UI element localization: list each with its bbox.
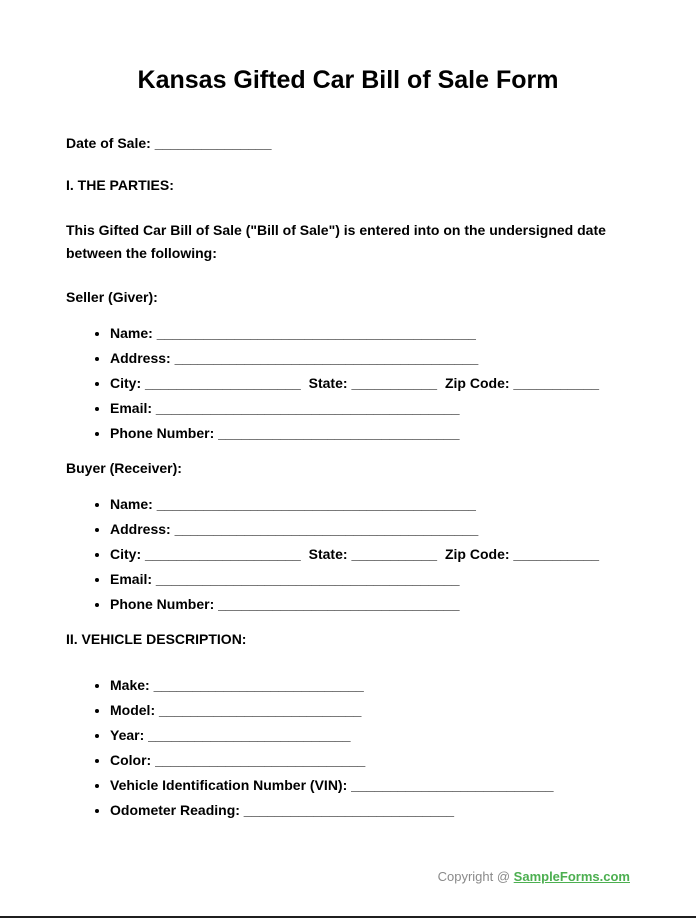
seller-address-row — [110, 346, 630, 371]
section-parties-heading: I. THE PARTIES: — [66, 177, 174, 193]
buyer-state-blank: ___________ — [351, 546, 438, 562]
page-title: Kansas Gifted Car Bill of Sale Form — [137, 66, 559, 94]
seller-city-blank: ____________________ — [145, 375, 301, 391]
vehicle-odometer-label: Odometer Reading: — [110, 802, 240, 818]
seller-fields-list — [66, 321, 630, 446]
seller-name-label: Name: — [110, 325, 153, 341]
date-of-sale-row — [66, 135, 630, 151]
vehicle-year-blank: __________________________ — [148, 727, 351, 743]
vehicle-model-row — [110, 698, 630, 723]
date-of-sale-blank: _______________ — [154, 135, 272, 151]
vehicle-make-blank: ___________________________ — [153, 677, 364, 693]
seller-city-state-zip-row — [110, 371, 630, 396]
buyer-zip-blank: ___________ — [513, 546, 600, 562]
vehicle-year-label: Year: — [110, 727, 145, 743]
sampleforms-link[interactable]: SampleForms.com — [513, 869, 630, 884]
seller-email-label: Email: — [110, 400, 153, 416]
vehicle-make-row — [110, 673, 630, 698]
seller-phone-label: Phone Number: — [110, 425, 215, 441]
seller-email-blank: _______________________________________ — [155, 400, 460, 416]
seller-address-blank: _______________________________________ — [174, 350, 479, 366]
buyer-name-row — [110, 492, 630, 517]
vehicle-odometer-blank: ___________________________ — [243, 802, 455, 818]
vehicle-color-blank: ___________________________ — [155, 752, 366, 768]
buyer-address-blank: _______________________________________ — [174, 521, 479, 537]
seller-city-label: City: — [110, 375, 142, 391]
seller-email-row — [110, 396, 630, 421]
seller-state-label: State: — [308, 375, 348, 391]
vehicle-fields-list — [66, 673, 630, 823]
seller-name-row — [110, 321, 630, 346]
parties-intro-paragraph: This Gifted Car Bill of Sale ("Bill of Sale") is entered into on the undersigned date between the following: — [66, 222, 606, 261]
copyright-text: Copyright @ — [437, 869, 511, 884]
seller-name-blank: _________________________________________ — [156, 325, 476, 341]
buyer-city-label: City: — [110, 546, 142, 562]
seller-state-blank: ___________ — [351, 375, 438, 391]
buyer-name-label: Name: — [110, 496, 153, 512]
date-of-sale-label: Date of Sale: — [66, 135, 151, 151]
footer — [438, 869, 630, 884]
buyer-email-row — [110, 567, 630, 592]
seller-heading: Seller (Giver): — [66, 289, 158, 305]
seller-zip-label: Zip Code: — [444, 375, 510, 391]
buyer-phone-label: Phone Number: — [110, 596, 215, 612]
buyer-heading: Buyer (Receiver): — [66, 460, 182, 476]
buyer-email-label: Email: — [110, 571, 153, 587]
buyer-phone-blank: _______________________________ — [218, 596, 460, 612]
buyer-city-blank: ____________________ — [145, 546, 301, 562]
buyer-email-blank: _______________________________________ — [155, 571, 460, 587]
vehicle-vin-row — [110, 773, 630, 798]
seller-phone-blank: _______________________________ — [218, 425, 460, 441]
vehicle-model-blank: __________________________ — [159, 702, 362, 718]
vehicle-vin-blank: __________________________ — [351, 777, 554, 793]
section-vehicle-heading: II. VEHICLE DESCRIPTION: — [66, 631, 247, 647]
buyer-fields-list — [66, 492, 630, 617]
buyer-address-label: Address: — [110, 521, 171, 537]
vehicle-color-row — [110, 748, 630, 773]
buyer-name-blank: _________________________________________ — [156, 496, 476, 512]
vehicle-odometer-row — [110, 798, 630, 823]
buyer-phone-row — [110, 592, 630, 617]
seller-address-label: Address: — [110, 350, 171, 366]
vehicle-year-row — [110, 723, 630, 748]
seller-phone-row — [110, 421, 630, 446]
buyer-address-row — [110, 517, 630, 542]
vehicle-color-label: Color: — [110, 752, 152, 768]
buyer-city-state-zip-row — [110, 542, 630, 567]
buyer-zip-label: Zip Code: — [444, 546, 510, 562]
vehicle-vin-label: Vehicle Identification Number (VIN): — [110, 777, 348, 793]
vehicle-model-label: Model: — [110, 702, 156, 718]
vehicle-make-label: Make: — [110, 677, 150, 693]
buyer-state-label: State: — [308, 546, 348, 562]
seller-zip-blank: ___________ — [513, 375, 600, 391]
